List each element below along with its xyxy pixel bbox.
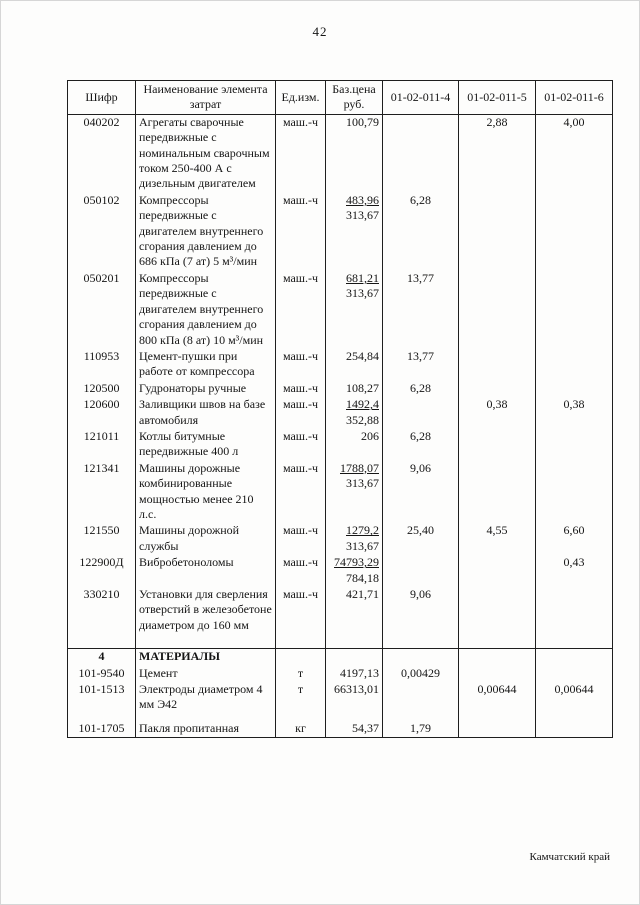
header-01-02-011-4: 01-02-011-4 (383, 81, 459, 115)
code-cell: 121550 (68, 523, 136, 555)
section-title: МАТЕРИАЛЫ (136, 649, 276, 666)
unit-cell: маш.-ч (276, 193, 326, 271)
section-row-materials (68, 649, 613, 666)
col6-cell: 0,38 (536, 397, 613, 429)
table-row (68, 587, 613, 649)
code-cell: 101-1513 (68, 682, 136, 714)
table-row (68, 349, 613, 381)
base-price-cell (326, 429, 383, 461)
unit-cell: т (276, 666, 326, 682)
name-cell: Гудронаторы ручные (136, 381, 276, 397)
code-cell: 4 (68, 649, 136, 666)
price-numerator: 1279,2 (346, 523, 379, 538)
table-row (68, 193, 613, 271)
code-cell: 040202 (68, 114, 136, 193)
col5-cell (459, 714, 536, 738)
price-numerator: 681,21 (346, 270, 379, 285)
unit-cell: маш.-ч (276, 271, 326, 349)
table-row (68, 682, 613, 714)
price-denominator: 313,67 (346, 538, 379, 553)
price-numerator: 483,96 (346, 192, 379, 207)
price-numerator: 421,71 (346, 587, 379, 601)
col5-cell (459, 555, 536, 587)
header-name: Наименование элемента затрат (136, 81, 276, 115)
col6-cell: 6,60 (536, 523, 613, 555)
price-numerator: 254,84 (346, 348, 379, 363)
col4-cell (383, 555, 459, 587)
col6-cell (536, 649, 613, 666)
col6-cell (536, 461, 613, 524)
code-cell: 050201 (68, 271, 136, 349)
table-row (68, 666, 613, 682)
code-cell: 101-1705 (68, 714, 136, 738)
col4-cell: 13,77 (383, 349, 459, 381)
code-cell: 050102 (68, 193, 136, 271)
col4-cell (383, 114, 459, 193)
name-cell: Котлы битумные передвижные 400 л (136, 429, 276, 461)
base-price-cell (326, 555, 383, 587)
col6-cell (536, 666, 613, 682)
table-row (68, 381, 613, 397)
unit-cell: маш.-ч (276, 587, 326, 649)
table-row (68, 461, 613, 524)
name-cell: Электроды диаметром 4 мм Э42 (136, 682, 276, 714)
base-price-cell (326, 666, 383, 682)
table-row (68, 114, 613, 193)
price-denominator: 784,18 (346, 570, 379, 585)
name-cell: Цемент-пушки при работе от компрессора (136, 349, 276, 381)
base-price-cell (326, 349, 383, 381)
table-row (68, 429, 613, 461)
col6-cell (536, 587, 613, 649)
col5-cell (459, 381, 536, 397)
col5-cell (459, 349, 536, 381)
col5-cell: 2,88 (459, 114, 536, 193)
col4-cell: 25,40 (383, 523, 459, 555)
col6-cell (536, 349, 613, 381)
code-cell: 110953 (68, 349, 136, 381)
unit-cell: маш.-ч (276, 555, 326, 587)
price-numerator: 108,27 (346, 380, 379, 395)
col4-cell: 6,28 (383, 381, 459, 397)
name-cell: Машины дорожной службы (136, 523, 276, 555)
table-row (68, 714, 613, 738)
table-row (68, 523, 613, 555)
price-denominator: 313,67 (346, 208, 379, 223)
col5-cell (459, 271, 536, 349)
base-price-cell (326, 114, 383, 193)
price-numerator: 74793,29 (334, 555, 379, 570)
col6-cell (536, 193, 613, 271)
code-cell: 121011 (68, 429, 136, 461)
col4-cell (383, 682, 459, 714)
price-numerator: 1788,07 (340, 460, 379, 475)
base-price-cell (326, 682, 383, 714)
unit-cell: маш.-ч (276, 429, 326, 461)
base-price-cell (326, 271, 383, 349)
col5-cell (459, 649, 536, 666)
base-price-cell (326, 397, 383, 429)
unit-cell: т (276, 682, 326, 714)
code-cell: 121341 (68, 461, 136, 524)
price-denominator: 313,67 (346, 286, 379, 301)
col4-cell: 9,06 (383, 461, 459, 524)
cost-table (67, 80, 613, 738)
unit-cell: маш.-ч (276, 461, 326, 524)
col4-cell: 13,77 (383, 271, 459, 349)
name-cell: Заливщики швов на базе автомобиля (136, 397, 276, 429)
col4-cell: 0,00429 (383, 666, 459, 682)
col6-cell (536, 381, 613, 397)
name-cell: Машины дорожные комбинированные мощностью менее 210 л.с. (136, 461, 276, 524)
unit-cell: маш.-ч (276, 114, 326, 193)
code-cell: 120500 (68, 381, 136, 397)
col6-cell (536, 271, 613, 349)
col5-cell (459, 461, 536, 524)
unit-cell: маш.-ч (276, 523, 326, 555)
name-cell: Цемент (136, 666, 276, 682)
code-cell: 120600 (68, 397, 136, 429)
header-unit: Ед.изм. (276, 81, 326, 115)
col6-cell: 0,43 (536, 555, 613, 587)
unit-cell: маш.-ч (276, 397, 326, 429)
col5-cell: 4,55 (459, 523, 536, 555)
footer-region-label: Камчатский край (529, 851, 610, 863)
price-numerator: 206 (361, 428, 379, 443)
unit-cell (276, 649, 326, 666)
col5-cell (459, 666, 536, 682)
table-row (68, 397, 613, 429)
col4-cell: 6,28 (383, 193, 459, 271)
name-cell: Компрессоры передвижные с двигателем внутреннего сгорания давлением до 800 кПа (8 ат) 10 м³/мин (136, 271, 276, 349)
table-row (68, 555, 613, 587)
price-numerator: 100,79 (346, 114, 379, 129)
name-cell: Вибробетоноломы (136, 555, 276, 587)
price-numerator: 66313,01 (334, 682, 379, 697)
col6-cell (536, 429, 613, 461)
table-header (68, 81, 613, 115)
col4-cell (383, 649, 459, 666)
base-price-cell (326, 461, 383, 524)
unit-cell: кг (276, 714, 326, 738)
col6-cell: 4,00 (536, 114, 613, 193)
header-code: Шифр (68, 81, 136, 115)
col4-cell: 1,79 (383, 714, 459, 738)
price-denominator: 313,67 (346, 476, 379, 491)
unit-cell: маш.-ч (276, 349, 326, 381)
base-price-cell (326, 587, 383, 649)
name-cell: Установки для сверления отверстий в железобетоне диаметром до 160 мм (136, 587, 276, 649)
base-price-cell (326, 381, 383, 397)
header-01-02-011-6: 01-02-011-6 (536, 81, 613, 115)
name-cell: Агрегаты сварочные передвижные с номинальным сварочным током 250-400 А с дизельным двигателем (136, 114, 276, 193)
col6-cell (536, 714, 613, 738)
price-numerator: 4197,13 (340, 665, 379, 680)
col4-cell: 9,06 (383, 587, 459, 649)
col6-cell: 0,00644 (536, 682, 613, 714)
base-price-cell (326, 523, 383, 555)
table-row (68, 271, 613, 349)
code-cell: 101-9540 (68, 666, 136, 682)
name-cell: Компрессоры передвижные с двигателем внутреннего сгорания давлением до 686 кПа (7 ат) 5 м³/мин (136, 193, 276, 271)
col4-cell: 6,28 (383, 429, 459, 461)
base-price-cell (326, 714, 383, 738)
col5-cell: 0,38 (459, 397, 536, 429)
price-numerator: 1492,4 (346, 397, 379, 412)
col5-cell: 0,00644 (459, 682, 536, 714)
col5-cell (459, 429, 536, 461)
page-number: 42 (312, 24, 328, 39)
col5-cell (459, 193, 536, 271)
col5-cell (459, 587, 536, 649)
price-numerator: 54,37 (352, 720, 379, 735)
header-base-price: Баз.цена руб. (326, 81, 383, 115)
name-cell: Пакля пропитанная (136, 714, 276, 738)
base-price-cell (326, 193, 383, 271)
code-cell: 122900Д (68, 555, 136, 587)
unit-cell: маш.-ч (276, 381, 326, 397)
price-denominator: 352,88 (346, 412, 379, 427)
header-01-02-011-5: 01-02-011-5 (459, 81, 536, 115)
code-cell: 330210 (68, 587, 136, 649)
col4-cell (383, 397, 459, 429)
base-price-cell (326, 649, 383, 666)
